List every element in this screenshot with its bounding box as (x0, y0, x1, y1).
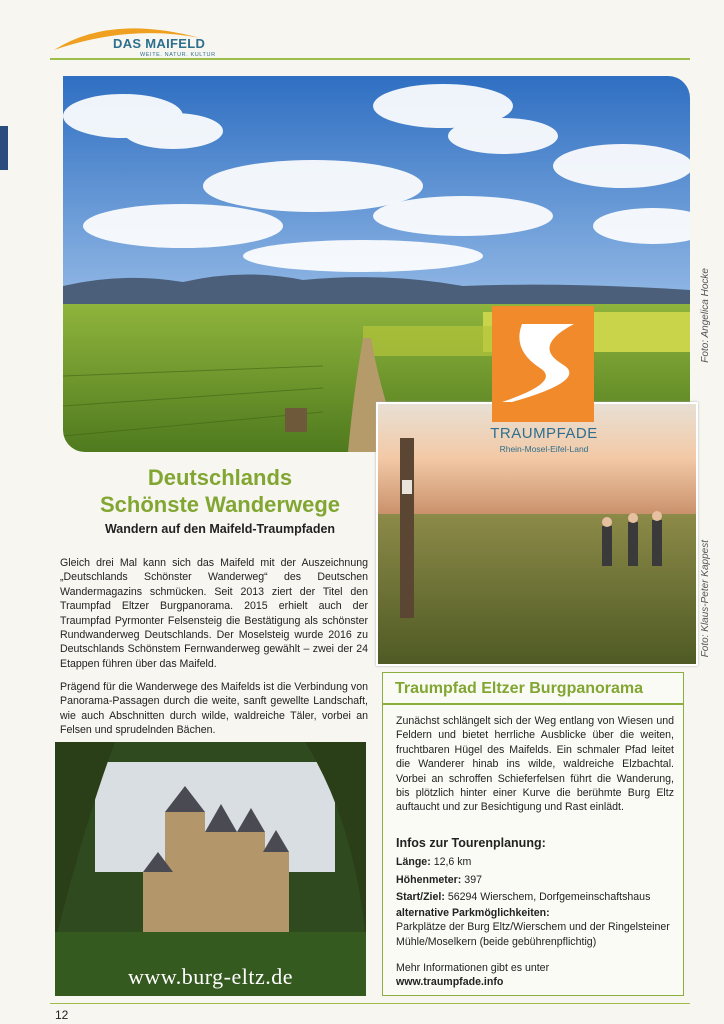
page-number: 12 (55, 1008, 69, 1022)
article-headline (60, 464, 380, 518)
photo-credit-landscape: Foto: Angelica Hocke (700, 268, 711, 363)
tour-parking-label: alternative Parkmöglichkeiten: (396, 907, 550, 919)
tour-length (396, 856, 471, 868)
brand-name: DAS MAIFELD (113, 36, 206, 51)
tour-length-label: Länge: (396, 856, 431, 868)
brand-tagline: WEITE. NATUR. KULTUR (140, 52, 216, 58)
tour-parking-value: Parkplätze der Burg Eltz/Wierschem und der Ringelsteiner Mühle/Moselkern (beide gebührenpflichtig) (396, 921, 670, 948)
headline-line-2: Schönste Wanderwege (99, 492, 340, 517)
tour-infos-title: Infos zur Tourenplanung: (396, 836, 546, 850)
tour-elevation (396, 874, 482, 886)
landscape-photo (63, 76, 690, 452)
info-box-divider (382, 703, 684, 705)
photo-credit-hikers: Foto: Klaus-Peter Kappest (700, 540, 711, 658)
castle-photo (55, 742, 366, 996)
info-box-title: Traumpfad Eltzer Burgpanorama (395, 680, 644, 697)
footer-divider (50, 1003, 690, 1004)
traumpfade-logo-region: Rhein-Mosel-Eifel-Land (499, 444, 589, 454)
traumpfade-logo (492, 306, 594, 422)
header-divider (50, 58, 690, 60)
tour-start (396, 891, 650, 903)
traumpfade-path-icon (492, 306, 594, 422)
article-paragraph-1: Gleich drei Mal kann sich das Maifeld mit der Auszeichnung „Deutschlands Schönster Wanderweg“ des Deutschen Wandermagazins schmücken. Seit 2013 ziert der Titel den Traumpfad Eltzer Burgpanorama. 2015 erhielt auch der Traumpfad Pyrmonter Felsensteig die Bestätigung als schönster Rundwanderweg Deutschlands. Der Moselsteig wurde 2016 zu Deutschlands Schönstem Fernwanderweg gewählt – zwei der 24 Etappen führen über das Maifeld. (60, 557, 368, 670)
article-subheadline: Wandern auf den Maifeld-Traumpfaden (104, 522, 336, 536)
side-tab-marker (0, 126, 8, 170)
tour-start-value: 56294 Wierschem, Dorfgemeinschaftshaus (447, 891, 651, 903)
more-info-text: Mehr Informationen gibt es unter (396, 962, 550, 974)
tour-elevation-label: Höhenmeter: (396, 874, 462, 886)
article-paragraph-2: Prägend für die Wanderwege des Maifelds ist die Verbindung von Panorama-Passagen durch die weite, sanft gewellte Landschaft, wie auch Abschnitten durch wilde, waldreiche Täler, vorbei an Felsen und sprudelnden Bächen. (60, 681, 368, 737)
landscape-illustration (63, 76, 690, 452)
castle-website-watermark: www.burg-eltz.de (127, 964, 293, 989)
castle-illustration (55, 742, 366, 996)
hikers-illustration (378, 404, 696, 664)
tour-start-label: Start/Ziel: (396, 891, 445, 903)
info-box-paragraph: Zunächst schlängelt sich der Weg entlang von Wiesen und Feldern und bietet herrliche Ausblicke über die weiten, fruchtbaren Hügel des Maifelds. Ein schmaler Pfad leitet die Wanderer hinab ins wilde, waldreiche Elzbachtal. Vorbei an schroffen Schieferfelsen führt die Wanderung, bis plötzlich hinter einer Kurve die berühmte Burg Eltz auftaucht und zur Besichtigung und Rast einlädt. (396, 715, 674, 814)
traumpfade-website-link[interactable]: www.traumpfade.info (396, 976, 504, 988)
traumpfade-logo-name: TRAUMPFADE (490, 425, 598, 442)
tour-elevation-value: 397 (464, 874, 482, 886)
tour-length-value: 12,6 km (433, 856, 472, 868)
headline-line-1: Deutschlands (147, 465, 293, 490)
tour-parking (396, 906, 674, 949)
